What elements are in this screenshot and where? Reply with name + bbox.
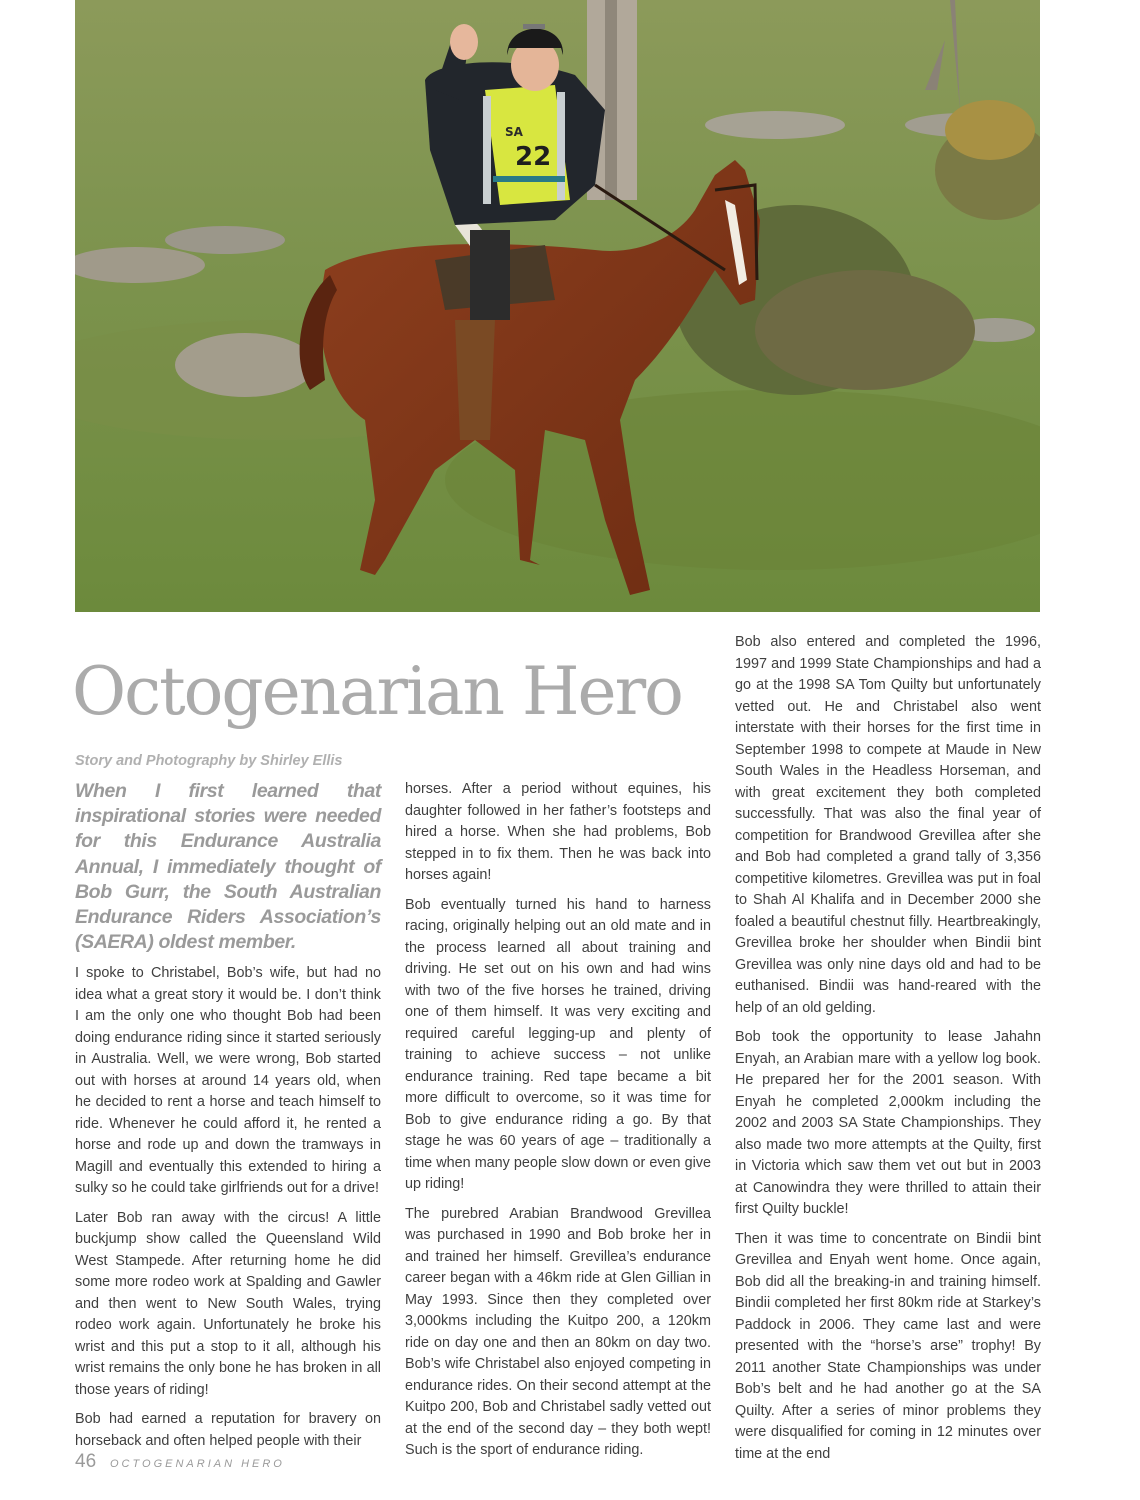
article-byline: Story and Photography by Shirley Ellis	[75, 753, 343, 769]
column-2	[405, 779, 711, 1470]
body-paragraph: Bob eventually turned his hand to harness racing, originally helping out an old mate and in the process learned all about training and driving. He set out on his own and had wins with two of the five horses he trained, driving one of them himself. It was very exciting and required careful legging-up and plenty of training to achieve success – not unlike endurance training. Red tape became a bit more difficult to overcome, so it was time for Bob to give endurance riding a go. By that stage he was 60 years of age – traditionally a time when many people slow down or even give up riding!	[405, 896, 711, 1192]
page-number: 46	[75, 1451, 97, 1472]
body-paragraph: Bob took the opportunity to lease Jahahn Enyah, an Arabian mare with a yellow log book. He prepared her for the 2001 season. With Enyah he completed 2,000km including the 2002 and 2003 SA State Championships. They also made two more attempts at the Quilty, first in Victoria which saw them vet out but in 2003 at Canowindra they were thrilled to attain their first Quilty buckle!	[735, 1029, 1041, 1217]
body-paragraph: I spoke to Christabel, Bob’s wife, but had no idea what a great story it would be. I don’t think I am the only one who thought Bob had been doing endurance riding since it started seriously in Australia. Well, we were wrong, Bob started out with horses at around 14 years old, when he decided to rent a horse and teach himself to ride. Whenever he could afford it, he rented a horse and rode up and down the tramways in Magill and eventually this extended to hiring a sulky so he could take girlfriends out for a drive!	[75, 965, 381, 1197]
hero-photo	[75, 0, 1040, 612]
body-paragraph: Bob also entered and completed the 1996, 1997 and 1999 State Championships and had a go at the 1998 SA Tom Quilty but unfortunately vetted out. He and Christabel also went interstate with their horses for the first time in September 1998 to compete at Maude in New South Wales in the Headless Horseman, and with great excitement they both completed successfully. That was also the final year of competition for Brandwood Grevillea after she and Bob had completed a grand tally of 3,356 competitive kilometres. Grevillea was put in foal to Shah Al Khalifa and in December 2000 she foaled a beautiful chestnut filly. Heartbreakingly, Grevillea broke her shoulder when Bindii bint Grevillea was only nine days old and had to be euthanised. Bindii was hand-reared with the help of an old gelding.	[735, 634, 1041, 1016]
body-paragraph: The purebred Arabian Brandwood Grevillea was purchased in 1990 and Bob broke her in and trained her himself. Grevillea’s endurance career began with a 46km ride at Glen Gillian in May 1993. Since then they completed over 3,000kms including the Kuitpo 200, a 120km ride on day one and then an 80km on day two. Bob’s wife Christabel also enjoyed competing in endurance rides. On their second attempt at the Kuitpo 200, Bob and Christabel sadly vetted out at the end of the second day – they both wept! Such is the sport of endurance riding.	[405, 1205, 711, 1458]
vest-state: SA	[505, 125, 523, 139]
body-paragraph: Later Bob ran away with the circus! A little buckjump show called the Queensland Wild West Stampede. After returning home he did some more rodeo work at Spalding and Gawler and then went to New South Wales, trying rodeo work again. Unfortunately he broke his wrist and this put a stop to it all, although his wrist remains the only bone he has broken in all those years of riding!	[75, 1209, 381, 1398]
lead-paragraph: When I first learned that inspirational stories were needed for this Endurance Australia Annual, I immediately thought of Bob Gurr, the South Australian Endurance Riders Association’s (SAERA) oldest member.	[75, 780, 381, 954]
article-title: Octogenarian Hero	[72, 653, 682, 730]
body-paragraph: horses. After a period without equines, his daughter followed in her father’s footsteps and hired a horse. When she had problems, Bob stepped in to fix them. Then he was back into horses again!	[405, 781, 711, 883]
vest-number: 22	[515, 142, 552, 172]
body-paragraph: Bob had earned a reputation for bravery on horseback and often helped people with their	[75, 1411, 381, 1449]
running-title: OCTOGENARIAN HERO	[110, 1458, 285, 1470]
horse-rider-photo	[75, 0, 1040, 612]
column-3	[735, 632, 1041, 1473]
column-1	[75, 779, 381, 1460]
body-paragraph: Then it was time to concentrate on Bindii bint Grevillea and Enyah went home. Once again, Bob did all the breaking-in and training himself. Bindii completed her first 80km ride at Starkey’s Paddock in 2006. They came last and were presented with the “horse’s arse” trophy! By 2011 another State Championships was under Bob’s belt and he had another go at the SA Quilty. After a series of minor problems they were disqualified for coming in 12 minutes over time at the end	[735, 1230, 1041, 1462]
